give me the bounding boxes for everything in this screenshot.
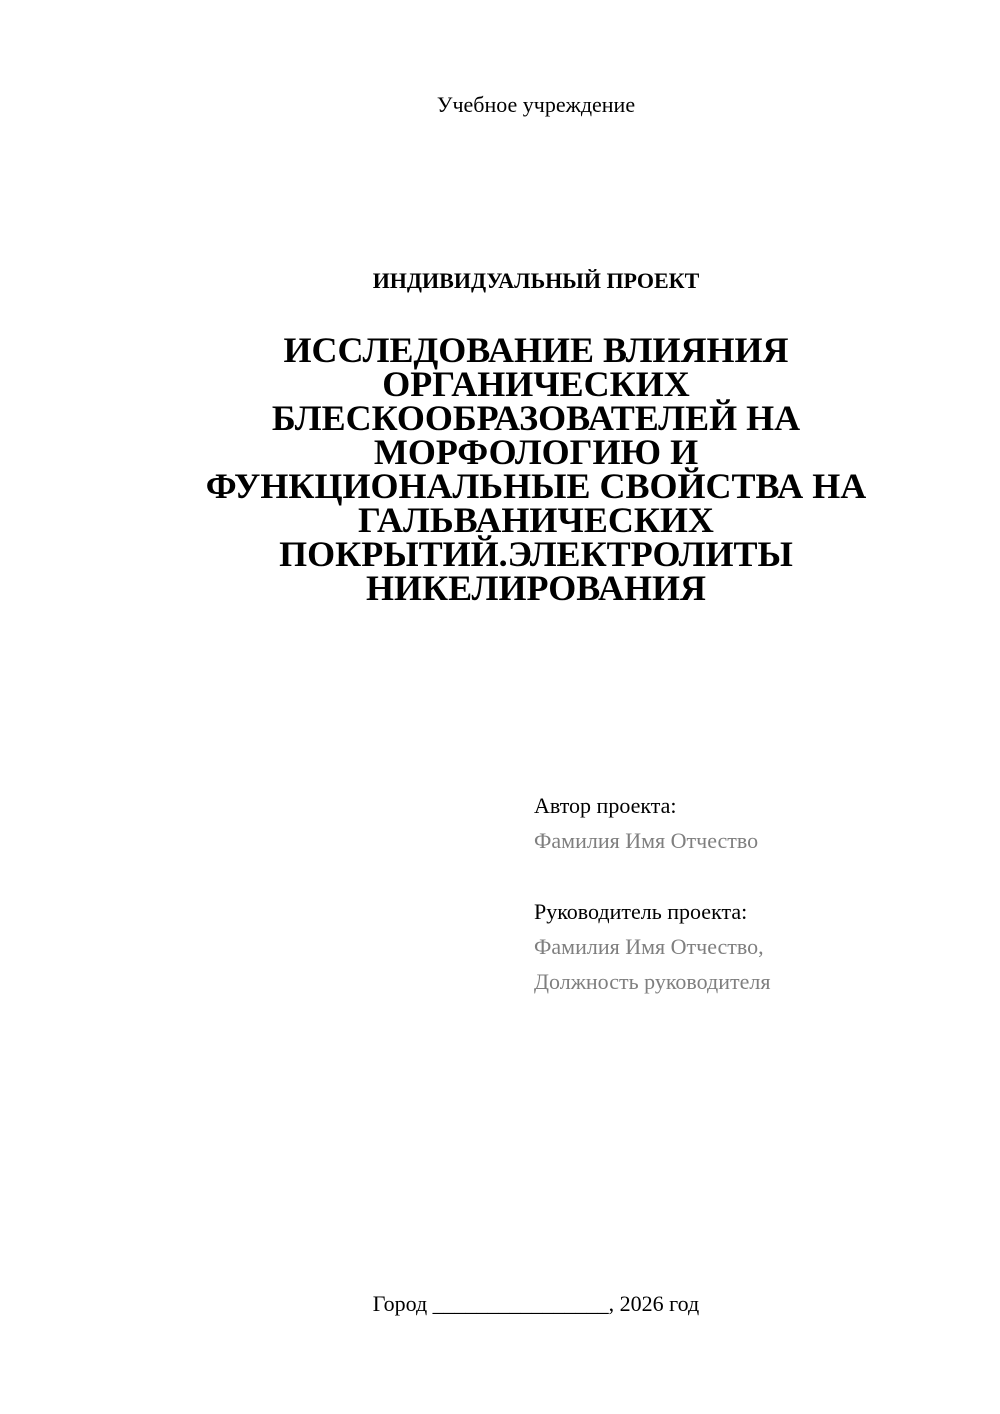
supervisor-label: Руководитель проекта: — [534, 899, 748, 924]
title-line: ФУНКЦИОНАЛЬНЫЕ СВОЙСТВА НА — [205, 466, 867, 506]
title-line: ОРГАНИЧЕСКИХ — [382, 364, 690, 404]
title-line: МОРФОЛОГИЮ И — [373, 432, 699, 472]
project-type-heading: ИНДИВИДУАЛЬНЫЙ ПРОЕКТ — [372, 268, 700, 293]
supervisor-position: Должность руководителя — [534, 969, 771, 994]
title-line: БЛЕСКООБРАЗОВАТЕЛЕЙ НА — [271, 398, 801, 438]
title-line: ГАЛЬВАНИЧЕСКИХ — [358, 500, 714, 540]
city-year-line: Город ________________, 2026 год — [372, 1291, 700, 1316]
title-line: ПОКРЫТИЙ.ЭЛЕКТРОЛИТЫ — [279, 534, 793, 574]
supervisor-block — [534, 894, 974, 999]
author-label: Автор проекта: — [534, 793, 677, 818]
title-line: ИССЛЕДОВАНИЕ ВЛИЯНИЯ — [283, 330, 789, 370]
title-line: НИКЕЛИРОВАНИЯ — [366, 568, 706, 608]
project-title — [170, 330, 902, 608]
supervisor-name: Фамилия Имя Отчество, — [534, 934, 764, 959]
author-name: Фамилия Имя Отчество — [534, 828, 759, 853]
institution-name: Учебное учреждение — [436, 92, 636, 117]
author-block — [534, 788, 974, 858]
